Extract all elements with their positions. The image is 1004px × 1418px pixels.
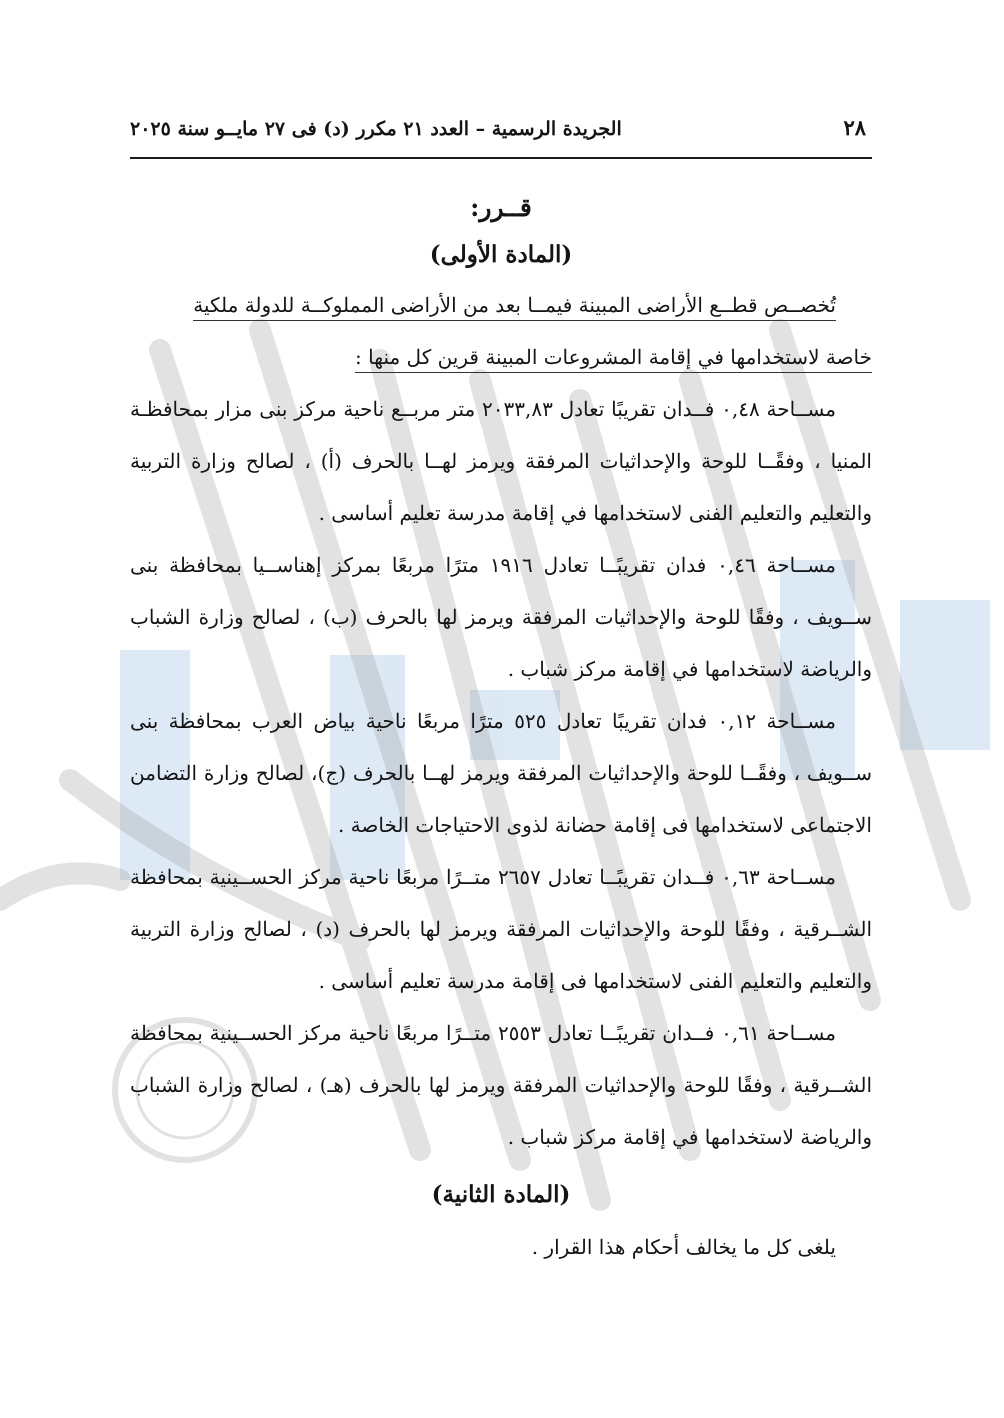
land-plot-paragraph-c: مســاحة ٠,١٢ فدان تقريبًا تعادل ٥٢٥ مترًا مربعًا ناحية بياض العرب بمحافظة بنى ســويف ، وفقًــا للوحة والإحداثيات المرفقة ويرمز لهــا بالحرف (ج)، لصالح وزارة التضامن الاجتماعى لاستخدامها فى إقامة حضانة لذوى الاحتياجات الخاصة . <box>130 709 872 837</box>
article-two-title: (المادة الثانية) <box>431 1181 571 1208</box>
land-plot-paragraph-d: مســاحة ٠,٦٣ فــدان تقريبًــا تعادل ٢٦٥٧ متــرًا مربعًا ناحية مركز الحســينية بمحافظة الشــرقية ، وفقًا للوحة والإحداثيات المرفقة ويرمز لها بالحرف (د) ، لصالح وزارة التربية والتعليم والتعليم الفنى لاستخدامها فى إقامة مدرسة تعليم أساسى . <box>130 865 872 993</box>
intro-line2-text: خاصة لاستخدامها في إقامة المشروعات المبينة قرين كل منها : <box>355 345 872 373</box>
land-plot-paragraph-b: مســاحة ٠,٤٦ فدان تقريبًــا تعادل ١٩١٦ مترًا مربعًا بمركز إهناســيا بمحافظة بنى ســويف ، وفقًا للوحة والإحداثيات المرفقة ويرمز لها بالحرف (ب) ، لصالح وزارة الشباب والرياضة لاستخدامها في إقامة مركز شباب . <box>130 553 872 681</box>
gazette-header-line: الجريدة الرسمية – العدد ٢١ مكرر (د) فى ٢٧ مايــو سنة ٢٠٢٥ <box>130 118 622 140</box>
land-plot-paragraph-e: مســاحة ٠,٦١ فــدان تقريبًــا تعادل ٢٥٥٣ متــرًا مربعًا ناحية مركز الحســينية بمحافظة الشــرقية ، وفقًا للوحة والإحداثيات المرفقة ويرمز لها بالحرف (هـ) ، لصالح وزارة الشباب والرياضة لاستخدامها في إقامة مركز شباب . <box>130 1021 872 1149</box>
land-plot-paragraph-a: مســاحة ٠,٤٨ فــدان تقريبًا تعادل ٢٠٣٣,٨٣ متر مربــع ناحية مركز بنى مزار بمحافظـة المنيا ، وفقًــا للوحة والإحداثيات المرفقة ويرمز لهــا بالحرف (أ) ، لصالح وزارة التربية والتعليم والتعليم الفنى لاستخدامها في إقامة مدرسة تعليم أساسى . <box>130 397 872 525</box>
document-page <box>130 108 872 1273</box>
intro-line1-text: تُخصــص قطــع الأراضى المبينة فيمــا بعد من الأراضى المملوكــة للدولة ملكية <box>193 293 836 321</box>
article-two-text: يلغى كل ما يخالف أحكام هذا القرار . <box>531 1235 836 1259</box>
page-number: ٢٨ <box>843 115 866 140</box>
decree-title: قــرر: <box>470 193 532 222</box>
article-one-intro-line1 <box>130 279 872 331</box>
page-header <box>130 108 872 159</box>
article-one-intro-line2 <box>130 331 872 383</box>
article-one-title: (المادة الأولى) <box>429 241 573 268</box>
